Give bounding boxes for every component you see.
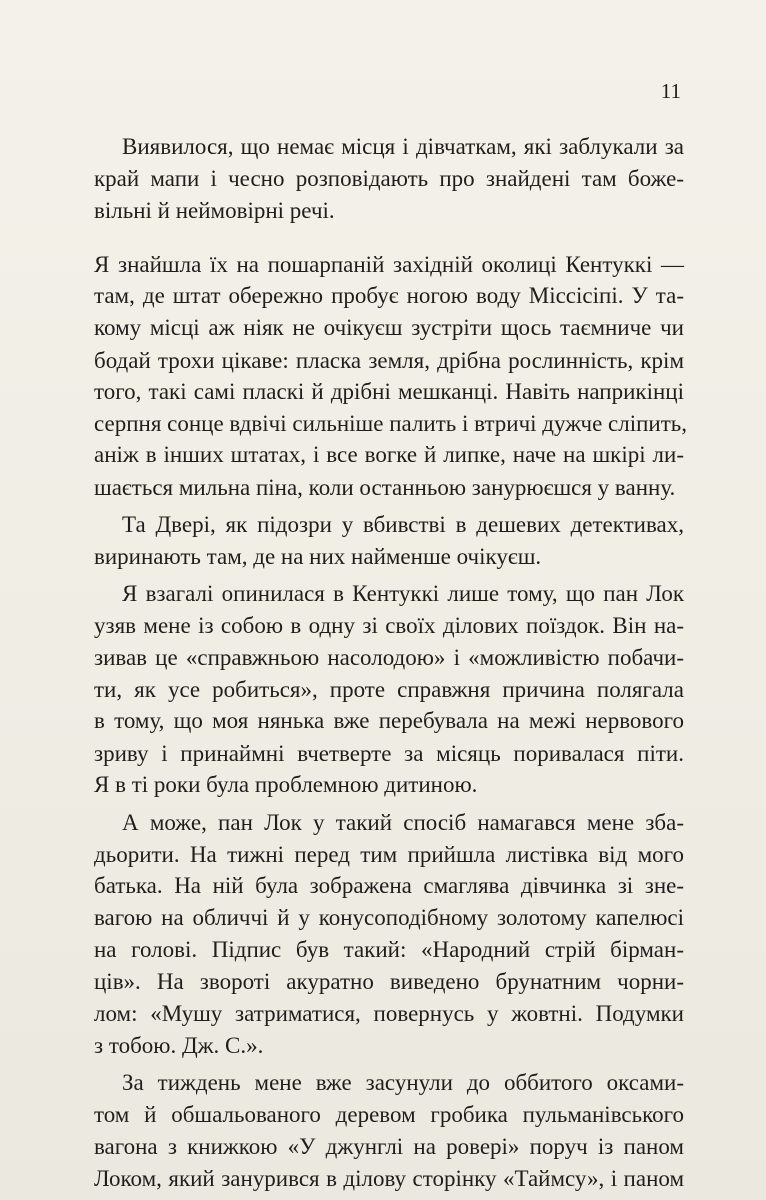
- text-line: виринають там, де на них найменше очікуєш.: [94, 544, 542, 569]
- text-line: Та Двері, як підозри у вбивстві в дешевих детективах,: [122, 512, 684, 537]
- text-line: ців». На звороті акуратно виведено брунатним чорни-: [94, 969, 684, 994]
- text-line: зивав це «справжньою насолодою» і «можливістю побачи-: [94, 645, 684, 670]
- page-number: 11: [660, 79, 681, 103]
- text-line: А може, пан Лок у такий спосіб намагався мене зба-: [122, 810, 684, 835]
- text-line: кому місці аж ніяк не очікуєш зустріти щось таємниче чи: [94, 315, 684, 340]
- text-line: лом: «Мушу затриматися, повернусь у жовтні. Подумки: [94, 1001, 684, 1026]
- text-line: в тому, що моя нянька вже перебувала на межі нервового: [94, 708, 684, 733]
- text-line: вагою на обличчі й у конусоподібному золотому капелюсі: [94, 905, 684, 930]
- text-line: того, такі самі пласкі й дрібні мешканці. Навіть наприкінці: [94, 379, 684, 404]
- text-line: серпня сонце вдвічі сильніше палить і втричі дужче сліпить,: [94, 411, 688, 436]
- text-line: том й обшальованого деревом гробика пульманівського: [94, 1102, 684, 1127]
- text-line: узяв мене із собою в одну зі своїх ділових поїздок. Він на-: [94, 613, 684, 638]
- text-line: зриву і принаймні вчетверте за місяць поривалася піти.: [94, 741, 684, 766]
- text-line: Я в ті роки була проблемною дитиною.: [94, 772, 478, 797]
- text-line: бодай трохи цікаве: пласка земля, дрібна рослинність, крім: [94, 348, 684, 373]
- text-line: За тиждень мене вже засунули до оббитого оксами-: [122, 1070, 684, 1095]
- text-line: ти, як усе робиться», проте справжня причина полягала: [94, 677, 684, 702]
- text-line: вільні й неймовірні речі.: [94, 198, 335, 223]
- text-line: Виявилося, що немає місця і дівчаткам, які заблукали за: [122, 134, 684, 159]
- text-line: з тобою. Дж. С.».: [94, 1033, 264, 1058]
- text-line: Локом, який занурився в ділову сторінку «Таймсу», і паном: [94, 1166, 684, 1191]
- text-line: Я взагалі опинилася в Кентуккі лише тому, що пан Лок: [122, 581, 684, 606]
- text-line: на голові. Підпис був такий: «Народний стрій бірман-: [94, 937, 684, 962]
- text-line: дьорити. На тижні перед тим прийшла листівка від мого: [94, 842, 684, 867]
- text-line: край мапи і чесно розповідають про знайдені там боже-: [94, 166, 684, 191]
- text-line: аніж в інших штатах, і все вогке й липке, наче на шкірі ли-: [94, 442, 684, 467]
- text-line: шається мильна піна, коли останньою занурюєшся у ванну.: [94, 475, 676, 500]
- text-line: Я знайшла їх на пошарпаній західній околиці Кентуккі —: [94, 252, 684, 277]
- text-line: батька. На ній була зображена смаглява дівчинка зі зне-: [94, 873, 684, 898]
- text-line: вагона з книжкою «У джунглі на ровері» поруч із паном: [94, 1134, 684, 1159]
- text-line: там, де штат обережно пробує ногою воду Міссісіпі. У та-: [94, 283, 684, 308]
